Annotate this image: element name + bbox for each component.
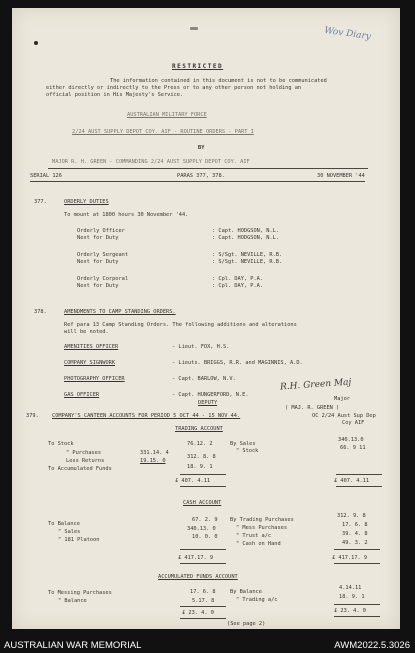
appointment-label: COMPANY SIGNWORK xyxy=(64,360,116,366)
ledger-amount: 17. 6. 8 xyxy=(190,589,216,595)
total-rule xyxy=(334,604,380,605)
appointment-label: PHOTOGRAPHY OFFICER xyxy=(64,376,125,382)
ledger-amount: 10. 0. 0 xyxy=(192,534,218,540)
ledger-amount: 66. 9 11 xyxy=(340,445,366,451)
deputy-label: DEPUTY xyxy=(198,400,218,406)
continuation-note: (See page 2) xyxy=(227,621,266,627)
ledger-label: To Accumulated Funds xyxy=(48,466,112,472)
total-rule xyxy=(180,474,226,475)
notice-line: either directly or indirectly to the Press or to any other person not holding an xyxy=(46,85,302,91)
total-rule xyxy=(180,486,226,487)
total-rule xyxy=(180,606,226,607)
account-title: ACCUMULATED FUNDS ACCOUNT xyxy=(158,574,238,580)
ledger-label: " Trust a/c xyxy=(236,533,272,539)
para-heading: ORDERLY DUTIES xyxy=(64,199,109,205)
commander-heading: MAJOR R. H. GREEN - COMMANDING 2/24 AUST SUPPLY DEPOT COY. AIF xyxy=(52,159,250,165)
para-intro: Ref para 13 Camp Standing Orders. The following additions and alterations xyxy=(64,322,297,328)
signature-unit: Coy AIF xyxy=(342,420,365,426)
order-date: 30 NOVEMBER '44 xyxy=(317,173,365,179)
duty-value: : Capt. HODGSON, N.L. xyxy=(212,235,279,241)
ledger-total: £ 417.17. 9 xyxy=(178,555,214,561)
classification-heading: RESTRICTED xyxy=(172,63,224,70)
archive-name: AUSTRALIAN WAR MEMORIAL xyxy=(4,640,142,651)
ledger-total: £ 23. 4. 0 xyxy=(182,610,214,616)
total-rule xyxy=(180,563,226,564)
paras-label: PARAS 377, 378. xyxy=(177,173,225,179)
header-rule xyxy=(30,181,365,182)
total-rule xyxy=(336,474,382,475)
appointment-value: - Lieuts. BRIGGS, R.R. and MAGINNIS, A.D. xyxy=(172,360,303,366)
appointment-value: - Capt. HUNGERFORD, N.E. xyxy=(172,392,249,398)
ledger-amount: 340.13.0 xyxy=(338,437,364,443)
document-page xyxy=(12,8,400,629)
signature-name: ( MAJ. R. GREEN ) xyxy=(285,405,340,411)
ledger-amount: 39. 4. 8 xyxy=(342,531,368,537)
ledger-label: By Balance xyxy=(230,589,262,595)
ledger-subamount: 19.15. 0 xyxy=(140,458,166,464)
para-number: 378. xyxy=(34,309,47,315)
ledger-label: Less Returns xyxy=(66,458,105,464)
ledger-label: To Balance xyxy=(48,521,80,527)
duty-label: Next for Duty xyxy=(77,235,119,241)
duty-label: Next for Duty xyxy=(77,283,119,289)
total-rule xyxy=(180,549,226,550)
ledger-subamount: 331.14. 4 xyxy=(140,450,169,456)
ledger-label: To Stock xyxy=(48,441,74,447)
duty-value: : Cpl. DAY, P.A. xyxy=(212,283,264,289)
ledger-total: £ 407. 4.11 xyxy=(175,478,211,484)
force-heading: AUSTRALIAN MILITARY FORCE xyxy=(127,112,207,118)
by-label: BY xyxy=(198,145,205,151)
archive-reference: AWM2022.5.3026 xyxy=(334,640,410,651)
ledger-amount: 18. 9. 1 xyxy=(339,594,365,600)
duty-label: Orderly Corporal xyxy=(77,276,129,282)
ledger-amount: 340.13. 0 xyxy=(187,526,216,532)
ledger-amount: 76.12. 2 xyxy=(187,441,213,447)
duty-label: Next for Duty xyxy=(77,259,119,265)
total-rule xyxy=(334,549,380,550)
notice-line: official position in His Majesty's Service. xyxy=(46,92,184,98)
total-rule xyxy=(180,618,226,619)
para-heading: AMENDMENTS TO CAMP STANDING ORDERS. xyxy=(64,309,176,315)
ledger-amount: 312. 8. 8 xyxy=(187,454,216,460)
notice-line: The information contained in this document is not to be communicated xyxy=(110,78,327,84)
total-rule xyxy=(334,563,380,564)
appointment-value: - Capt. BARLOW, N.V. xyxy=(172,376,236,382)
ledger-amount: 312. 9. 8 xyxy=(337,513,366,519)
ledger-label: By Trading Purchases xyxy=(230,517,294,523)
punch-hole xyxy=(190,27,198,30)
para-intro: will be noted. xyxy=(64,329,109,335)
duty-value: : S/Sgt. NEVILLE, R.B. xyxy=(212,252,283,258)
ledger-label: " Trading a/c xyxy=(236,597,278,603)
para-intro: To mount at 1800 hours 30 November '44. xyxy=(64,212,189,218)
ledger-amount: 17. 6. 8 xyxy=(342,522,368,528)
signature-unit: OC 2/24 Aust Sup Dep xyxy=(312,413,376,419)
ledger-label: " Cash on Hand xyxy=(236,541,281,547)
signature-rank: Major xyxy=(334,396,350,402)
ledger-total: £ 417.17. 9 xyxy=(332,555,368,561)
para-number: 377. xyxy=(34,199,47,205)
handwritten-signature: R.H. Green Maj xyxy=(279,377,352,393)
duty-value: : S/Sgt. NEVILLE, R.B. xyxy=(212,259,283,265)
appointment-label: GAS OFFICER xyxy=(64,392,100,398)
archive-footer xyxy=(0,636,415,653)
ledger-label: " Stock xyxy=(236,448,259,454)
ledger-label: " Balance xyxy=(58,598,87,604)
punch-hole xyxy=(34,41,38,45)
handwritten-corner-note: Wov Diary xyxy=(323,25,372,43)
ledger-label: " Mess Purchases xyxy=(236,525,288,531)
duty-value: : Capt. HODGSON, N.L. xyxy=(212,228,279,234)
header-rule xyxy=(48,168,368,169)
para-heading: COMPANY'S CANTEEN ACCOUNTS FOR PERIOD 5 OCT 44 - 15 NOV 44. xyxy=(52,413,241,419)
duty-value: : Cpl. DAY, P.A. xyxy=(212,276,264,282)
total-rule xyxy=(334,616,380,617)
appointment-value: - Lieut. FOX, H.S. xyxy=(172,344,230,350)
ledger-amount: 18. 9. 1 xyxy=(187,464,213,470)
ledger-label: " 181 Platoon xyxy=(58,537,100,543)
ledger-total: £ 23. 4. 0 xyxy=(334,608,366,614)
ledger-label: To Messing Purchases xyxy=(48,590,112,596)
para-number: 379. xyxy=(26,413,39,419)
duty-label: Orderly Officer xyxy=(77,228,125,234)
unit-heading: 2/24 AUST SUPPLY DEPOT COY. AIF - ROUTINE ORDERS - PART I xyxy=(72,129,254,135)
total-rule xyxy=(336,486,382,487)
ledger-label: By Sales xyxy=(230,441,256,447)
ledger-amount: 5.17. 8 xyxy=(192,598,215,604)
duty-label: Orderly Sergeant xyxy=(77,252,129,258)
ledger-amount: 4.14.11 xyxy=(339,585,362,591)
ledger-total: £ 407. 4.11 xyxy=(334,478,370,484)
account-title: CASH ACCOUNT xyxy=(183,500,222,506)
ledger-label: " Sales xyxy=(58,529,81,535)
appointment-label: AMENITIES OFFICER xyxy=(64,344,119,350)
ledger-amount: 49. 3. 2 xyxy=(342,540,368,546)
ledger-label: " Purchases xyxy=(66,450,102,456)
ledger-amount: 67. 2. 9 xyxy=(192,517,218,523)
serial-number: SERIAL 126 xyxy=(30,173,62,179)
account-title: TRADING ACCOUNT xyxy=(175,426,223,432)
